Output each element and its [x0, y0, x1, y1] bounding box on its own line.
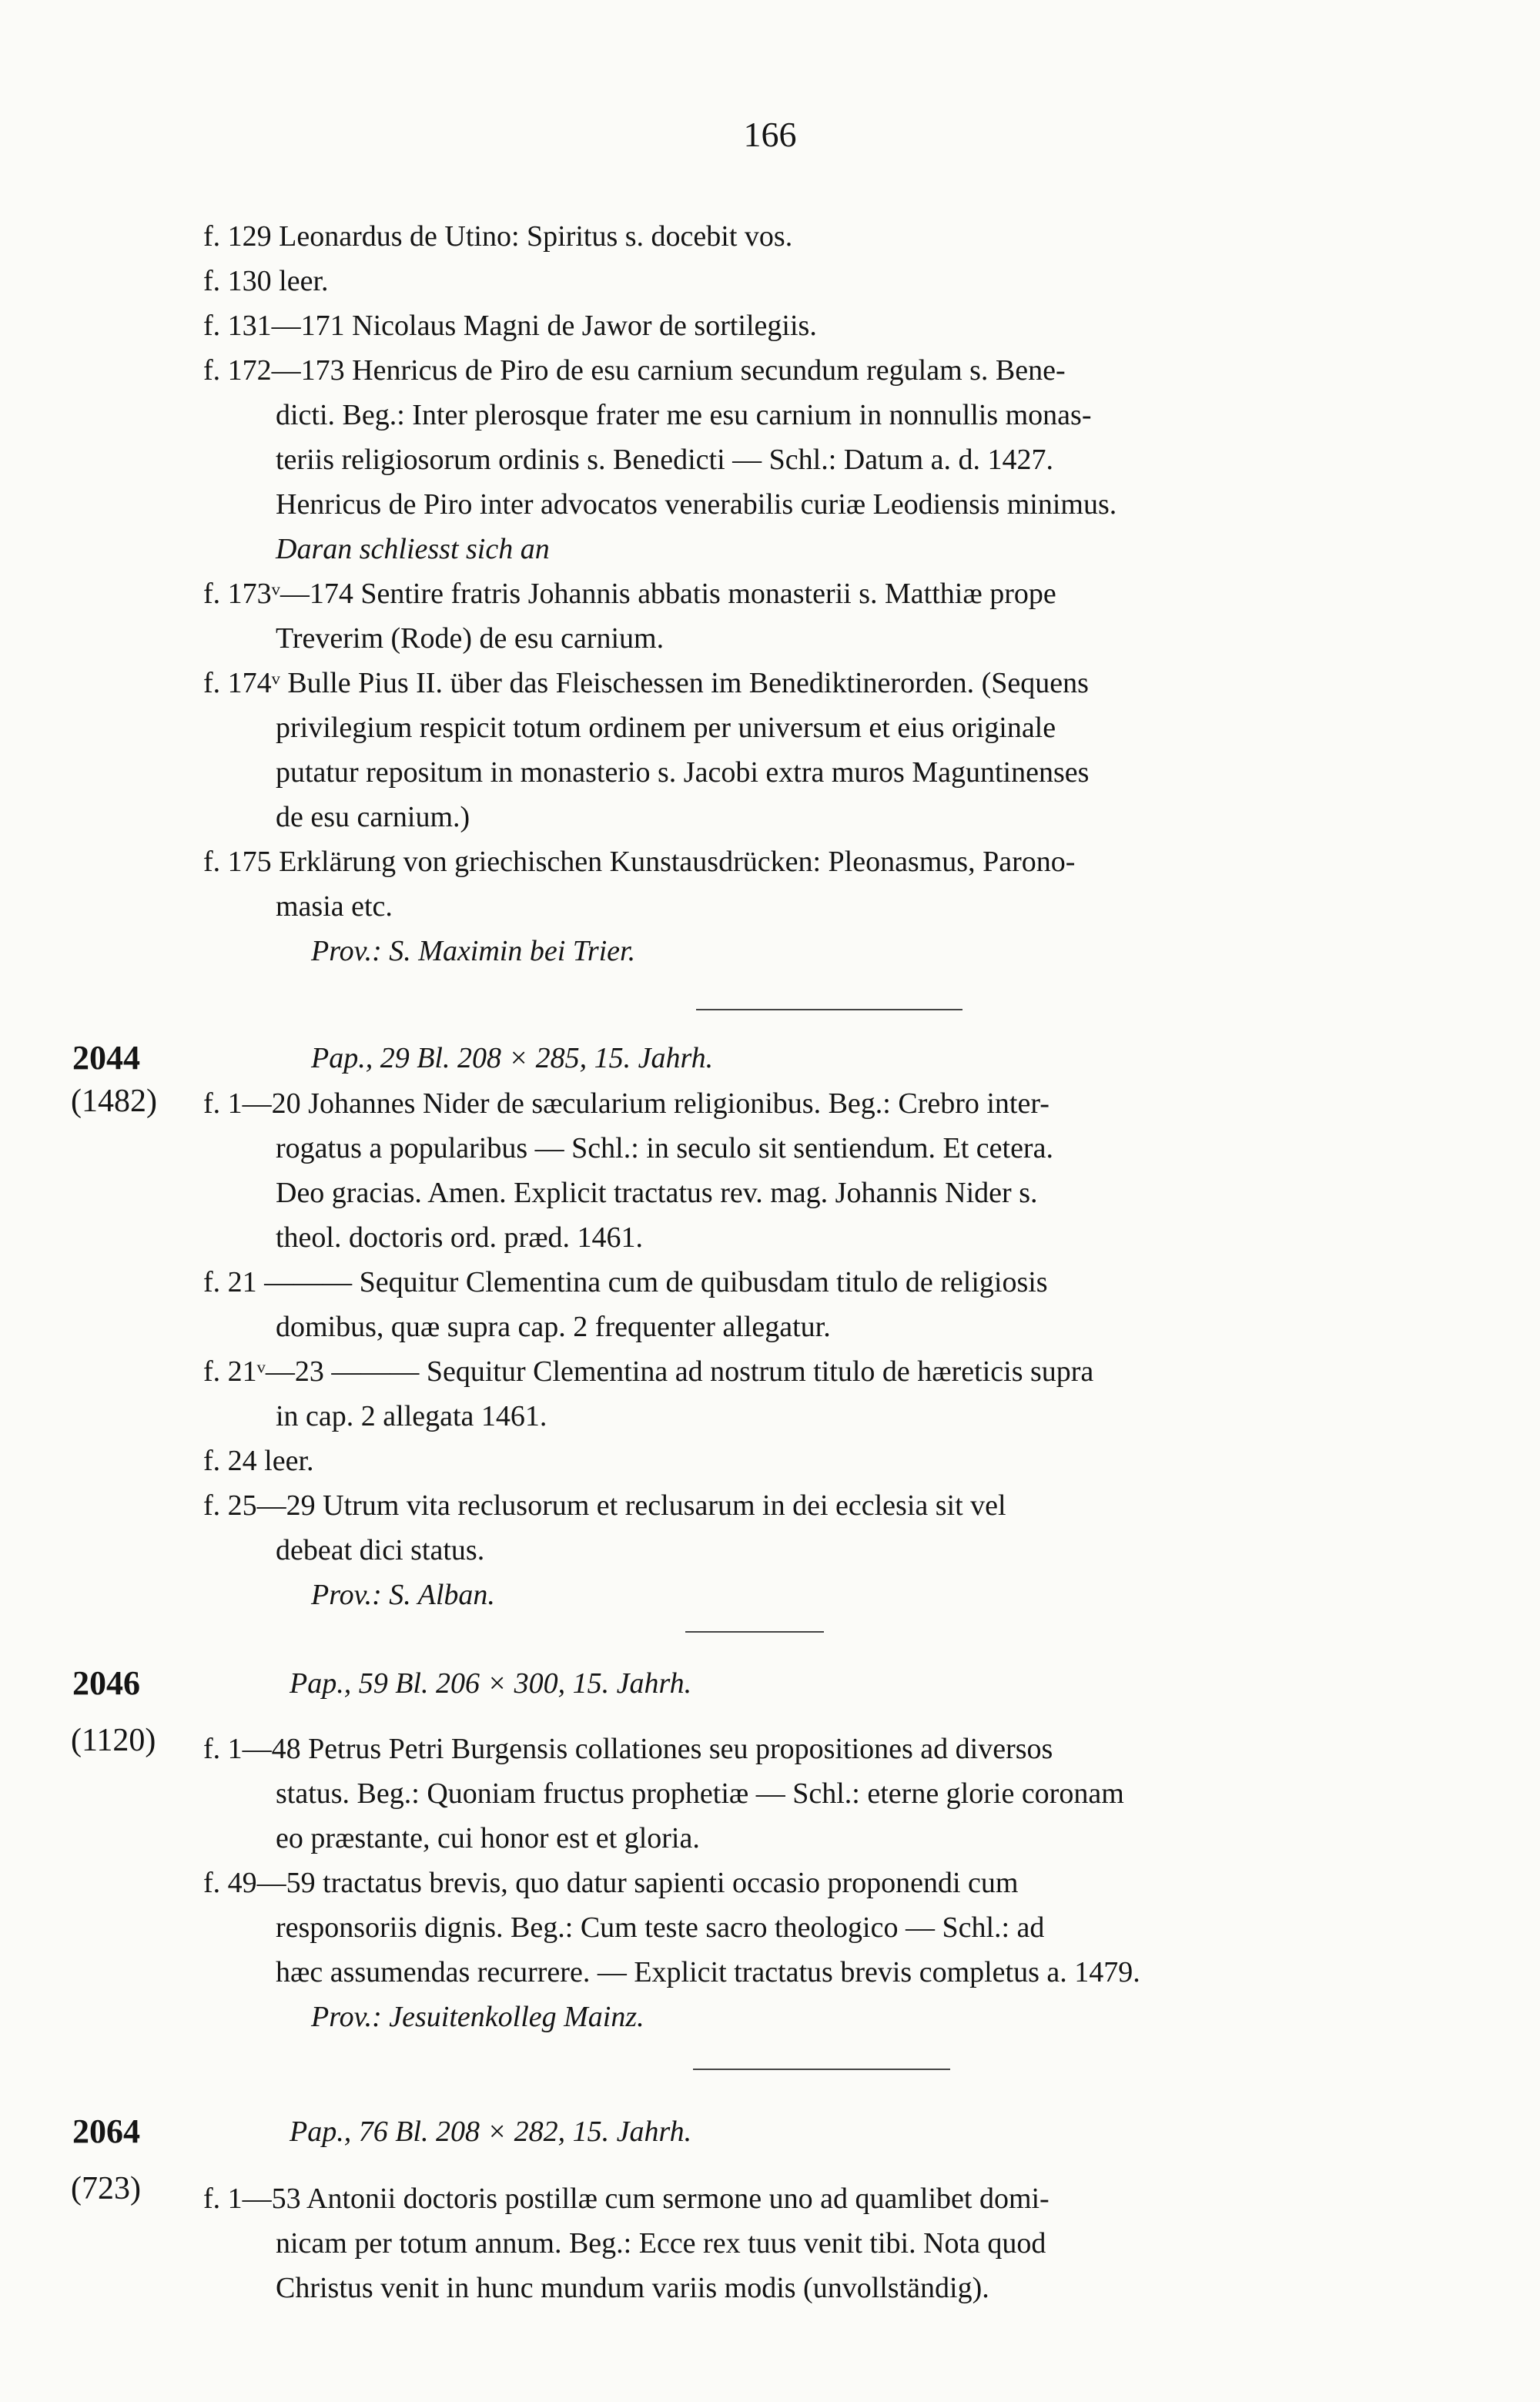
text-line: in cap. 2 allegata 1461.: [276, 1400, 547, 1432]
shelfmark: 2044: [72, 1039, 140, 1077]
text-line: Daran schliesst sich an: [276, 533, 550, 565]
provenance: Prov.: Jesuitenkolleg Mainz.: [311, 2001, 644, 2033]
old-number: (723): [71, 2171, 141, 2206]
shelfmark: 2046: [72, 1664, 140, 1702]
old-number: (1120): [71, 1723, 156, 1758]
text-line: f. 1—20 Johannes Nider de sæcularium religionibus. Beg.: Crebro inter-: [203, 1087, 1050, 1120]
text-line: f. 1—53 Antonii doctoris postillæ cum sermone uno ad quamlibet domi-: [203, 2183, 1050, 2215]
text-line: Treverim (Rode) de esu carnium.: [276, 622, 665, 655]
text-line: Christus venit in hunc mundum variis modis (unvollständig).: [276, 2272, 989, 2304]
text-line: f. 175 Erklärung von griechischen Kunstausdrücken: Pleonasmus, Parono-: [203, 846, 1076, 878]
text-line: responsoriis dignis. Beg.: Cum teste sacro theologico — Schl.: ad: [276, 1911, 1045, 1944]
text-line: domibus, quæ supra cap. 2 frequenter allegatur.: [276, 1311, 831, 1343]
entry-header: Pap., 59 Bl. 206 × 300, 15. Jahrh.: [290, 1667, 692, 1700]
text-line: masia etc.: [276, 890, 393, 923]
text-line: f. 129 Leonardus de Utino: Spiritus s. docebit vos.: [203, 220, 793, 253]
entry-header: Pap., 29 Bl. 208 × 285, 15. Jahrh.: [311, 1042, 714, 1074]
text-line: f. 25—29 Utrum vita reclusorum et reclusarum in dei ecclesia sit vel: [203, 1489, 1006, 1522]
text-line: f. 131—171 Nicolaus Magni de Jawor de sortilegiis.: [203, 310, 817, 342]
text-line: f. 130 leer.: [203, 265, 329, 297]
text-line: Deo gracias. Amen. Explicit tractatus rev. mag. Johannis Nider s.: [276, 1177, 1038, 1209]
text-line: rogatus a popularibus — Schl.: in seculo sit sentiendum. Et cetera.: [276, 1132, 1053, 1164]
text-line: status. Beg.: Quoniam fructus prophetiæ — Schl.: eterne glorie coronam: [276, 1777, 1124, 1810]
old-number: (1482): [71, 1084, 157, 1119]
text-line: theol. doctoris ord. præd. 1461.: [276, 1221, 644, 1254]
text-line: dicti. Beg.: Inter plerosque frater me esu carnium in nonnullis monas-: [276, 399, 1092, 431]
entry-header: Pap., 76 Bl. 208 × 282, 15. Jahrh.: [290, 2116, 692, 2148]
shelfmark: 2064: [72, 2112, 140, 2150]
text-line: hæc assumendas recurrere. — Explicit tractatus brevis completus a. 1479.: [276, 1956, 1140, 1988]
text-line: teriis religiosorum ordinis s. Benedicti — Schl.: Datum a. d. 1427.: [276, 444, 1054, 476]
text-line: debeat dici status.: [276, 1534, 485, 1566]
separator-rule: [685, 1631, 824, 1633]
provenance: Prov.: S. Maximin bei Trier.: [311, 935, 636, 967]
text-line: de esu carnium.): [276, 801, 470, 833]
text-line: f. 49—59 tractatus brevis, quo datur sapienti occasio proponendi cum: [203, 1867, 1019, 1899]
text-line: eo præstante, cui honor est et gloria.: [276, 1822, 700, 1854]
separator-rule: [696, 1009, 962, 1010]
text-line: privilegium respicit totum ordinem per universum et eius originale: [276, 712, 1056, 744]
text-line: f. 174ᵛ Bulle Pius II. über das Fleischessen im Benediktinerorden. (Sequens: [203, 667, 1089, 699]
text-line: f. 1—48 Petrus Petri Burgensis collationes seu propositiones ad diversos: [203, 1733, 1053, 1765]
page-number: 166: [743, 115, 797, 154]
text-line: putatur repositum in monasterio s. Jacobi extra muros Maguntinenses: [276, 756, 1090, 789]
text-line: f. 21 ——— Sequitur Clementina cum de quibusdam titulo de religiosis: [203, 1266, 1048, 1298]
separator-rule: [693, 2069, 950, 2070]
text-line: f. 173ᵛ—174 Sentire fratris Johannis abbatis monasterii s. Matthiæ prope: [203, 578, 1056, 610]
text-line: f. 24 leer.: [203, 1445, 314, 1477]
text-line: nicam per totum annum. Beg.: Ecce rex tuus venit tibi. Nota quod: [276, 2227, 1046, 2260]
provenance: Prov.: S. Alban.: [311, 1579, 495, 1611]
text-line: f. 172—173 Henricus de Piro de esu carnium secundum regulam s. Bene-: [203, 354, 1066, 387]
text-line: f. 21ᵛ—23 ——— Sequitur Clementina ad nostrum titulo de hæreticis supra: [203, 1355, 1094, 1388]
text-line: Henricus de Piro inter advocatos venerabilis curiæ Leodiensis minimus.: [276, 488, 1117, 521]
